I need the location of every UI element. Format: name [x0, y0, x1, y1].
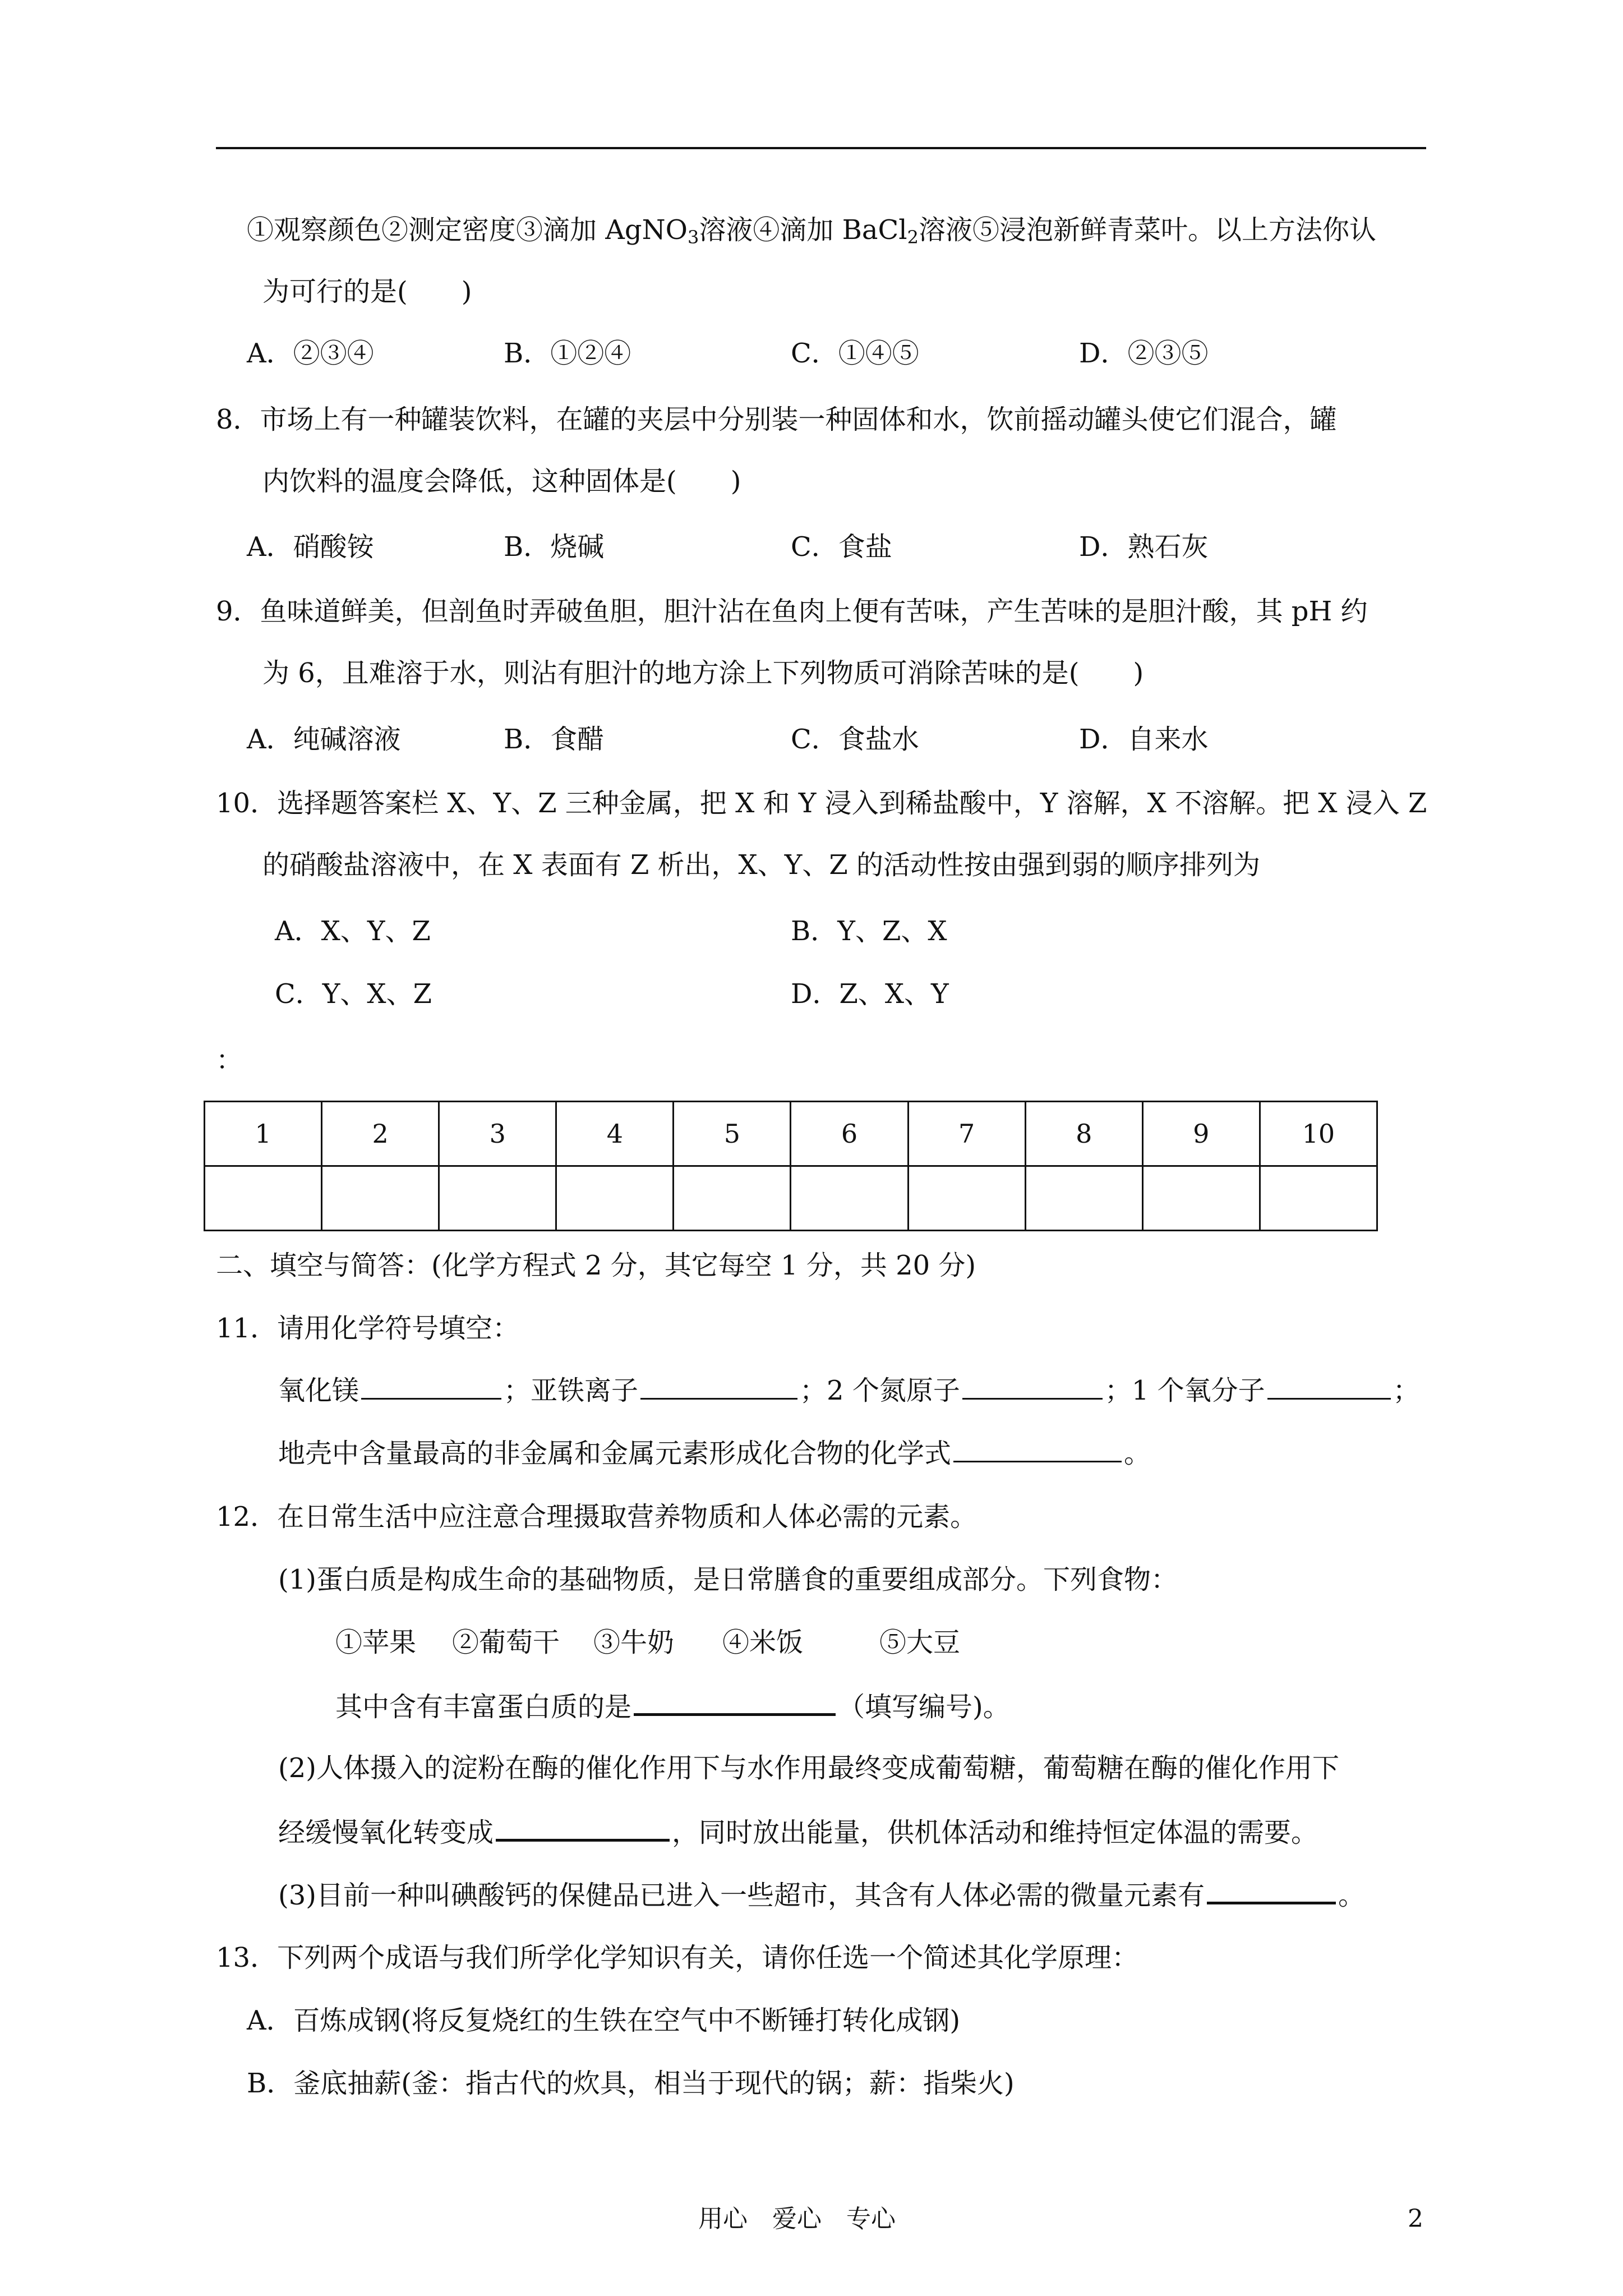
q10-option-b: B．Y、Z、X: [791, 915, 947, 947]
answer-cell[interactable]: [908, 1166, 1025, 1231]
answer-cell[interactable]: [556, 1166, 674, 1231]
q7-sub-3: 3: [688, 227, 699, 248]
answer-header-6: 6: [791, 1102, 908, 1166]
q10-option-d: D．Z、X、Y: [791, 978, 949, 1010]
q11-blank-1[interactable]: [361, 1373, 501, 1400]
answer-table-answer-row: [205, 1166, 1377, 1231]
q8-option-b: B．烧碱: [504, 531, 605, 563]
answer-header-3: 3: [439, 1102, 556, 1166]
q12-part3-end: 。: [1338, 1880, 1366, 1911]
header-rule: [216, 147, 1426, 149]
q9-line2: 为 6，且难溶于水，则沾有胆汁的地方涂上下列物质可消除苦味的是( ): [262, 657, 1144, 689]
q11-label-magnesium-oxide: 氧化镁: [278, 1375, 359, 1406]
answer-cell[interactable]: [1260, 1166, 1377, 1231]
q11-line1: [278, 1373, 1420, 1407]
q12-part3: [278, 1877, 1365, 1912]
q13-option-b: B．釜底抽薪(釜：指古代的炊具，相当于现代的锅；薪：指柴火): [247, 2068, 1015, 2099]
q11-label-nitrogen-atoms: ；2 个氮原子: [800, 1375, 960, 1406]
q12-part1-question: 其中含有丰富蛋白质的是: [335, 1691, 632, 1723]
q12-part1-answer-line: [335, 1688, 1010, 1724]
q9-option-b: B．食醋: [504, 724, 605, 755]
q12-food-1: ①苹果: [335, 1627, 417, 1658]
q11-blank-5[interactable]: [953, 1436, 1122, 1462]
section-2-title: 二、填空与简答：(化学方程式 2 分，其它每空 1 分，共 20 分): [216, 1250, 976, 1281]
q9-option-a: A．纯碱溶液: [247, 724, 401, 755]
q12-part2-line1: (2)人体摄入的淀粉在酶的催化作用下与水作用最终变成葡萄糖，葡萄糖在酶的催化作用下: [278, 1752, 1339, 1784]
answer-table-header-row: [205, 1102, 1377, 1166]
answer-cell[interactable]: [1025, 1166, 1142, 1231]
q12-blank-protein[interactable]: [634, 1688, 836, 1716]
q7-option-d: D．②③⑤: [1079, 338, 1209, 369]
q7-option-a: A．②③④: [247, 338, 374, 369]
footer-motto: 用心 爱心 专心: [698, 2205, 896, 2233]
q12-blank-glucose-product[interactable]: [496, 1814, 670, 1842]
q11-blank-2[interactable]: [640, 1373, 797, 1400]
q8-line2: 内饮料的温度会降低，这种固体是( ): [262, 466, 741, 497]
q10-option-c: C．Y、X、Z: [275, 978, 432, 1010]
q10-option-a: A．X、Y、Z: [275, 915, 431, 947]
q12-part1: (1)蛋白质是构成生命的基础物质，是日常膳食的重要组成部分。下列食物：: [278, 1564, 1178, 1595]
q7-line2: 为可行的是( ): [262, 276, 472, 307]
answer-cell[interactable]: [205, 1166, 322, 1231]
q7-option-c: C．①④⑤: [791, 338, 919, 369]
q12-part1-hint: （填写编号)。: [838, 1691, 1010, 1723]
q7-sub-2: 2: [907, 227, 919, 248]
q11-label-crust-compound: 地壳中含量最高的非金属和金属元素形成化合物的化学式: [278, 1438, 952, 1469]
answer-cell[interactable]: [674, 1166, 791, 1231]
page-number: 2: [1408, 2205, 1423, 2233]
answer-header-1: 1: [205, 1102, 322, 1166]
answer-cell[interactable]: [439, 1166, 556, 1231]
answer-cell[interactable]: [1142, 1166, 1260, 1231]
q12-part3-question: (3)目前一种叫碘酸钙的保健品已进入一些超市，其含有人体必需的微量元素有: [278, 1880, 1205, 1911]
q11-line2: [278, 1436, 1151, 1470]
q12-food-2: ②葡萄干: [452, 1627, 560, 1658]
q8-option-d: D．熟石灰: [1079, 531, 1209, 563]
answer-cell[interactable]: [322, 1166, 439, 1231]
q11-title: 11．请用化学符号填空：: [216, 1313, 520, 1344]
q12-food-5: ⑤大豆: [879, 1627, 961, 1658]
q12-blank-trace-element[interactable]: [1207, 1877, 1336, 1904]
q11-label-ferrous-ion: ；亚铁离子: [504, 1375, 639, 1406]
q11-line2-end: 。: [1124, 1438, 1151, 1469]
answer-header-5: 5: [674, 1102, 791, 1166]
q7-line1: [247, 213, 1376, 247]
q12-part2-question: 经缓慢氧化转变成: [278, 1817, 494, 1848]
q12-part2-rest: ，同时放出能量，供机体活动和维持恒定体温的需要。: [672, 1817, 1318, 1848]
q11-line1-end: ；: [1393, 1375, 1420, 1406]
answer-header-4: 4: [556, 1102, 674, 1166]
q7-line1-part-a: ①观察颜色②测定密度③滴加 AgNO: [247, 214, 688, 246]
q10-line1: 10．选择题答案栏 X、Y、Z 三种金属，把 X 和 Y 浸入到稀盐酸中，Y 溶解，X 不溶解。把 X 浸入 Z: [216, 788, 1427, 819]
answer-header-8: 8: [1025, 1102, 1142, 1166]
answer-header-7: 7: [908, 1102, 1025, 1166]
q9-option-d: D．自来水: [1079, 724, 1209, 755]
answer-header-2: 2: [322, 1102, 439, 1166]
q9-option-c: C．食盐水: [791, 724, 919, 755]
q12-part2-line2: [278, 1814, 1318, 1849]
q8-line1: 8．市场上有一种罐装饮料，在罐的夹层中分别装一种固体和水，饮前摇动罐头使它们混合，罐: [216, 404, 1337, 435]
q8-option-c: C．食盐: [791, 531, 892, 563]
q11-blank-3[interactable]: [962, 1373, 1103, 1400]
answer-header-10: 10: [1260, 1102, 1377, 1166]
q7-line1-part-b: 溶液④滴加 BaCl: [699, 214, 907, 246]
answer-header-9: 9: [1142, 1102, 1260, 1166]
q12-food-4: ④米饭: [722, 1627, 804, 1658]
q11-label-oxygen-molecule: ；1 个氧分子: [1104, 1375, 1265, 1406]
table-prefix-colon: ：: [216, 1045, 243, 1076]
q12-title: 12．在日常生活中应注意合理摄取营养物质和人体必需的元素。: [216, 1501, 978, 1533]
q9-line1: 9．鱼味道鲜美，但剖鱼时弄破鱼胆，胆汁沾在鱼肉上便有苦味，产生苦味的是胆汁酸，其 pH 约: [216, 596, 1368, 627]
q12-food-3: ③牛奶: [593, 1627, 675, 1658]
q8-option-a: A．硝酸铵: [247, 531, 374, 563]
q11-blank-4[interactable]: [1267, 1373, 1391, 1400]
answer-table: [204, 1101, 1378, 1231]
q7-option-b: B．①②④: [504, 338, 631, 369]
q7-line1-part-c: 溶液⑤浸泡新鲜青菜叶。以上方法你认: [918, 214, 1376, 246]
q13-title: 13．下列两个成语与我们所学化学知识有关，请你任选一个简述其化学原理：: [216, 1942, 1139, 1973]
q13-option-a: A．百炼成钢(将反复烧红的生铁在空气中不断锤打转化成钢): [247, 2005, 961, 2036]
answer-cell[interactable]: [791, 1166, 908, 1231]
q10-line2: 的硝酸盐溶液中，在 X 表面有 Z 析出，X、Y、Z 的活动性按由强到弱的顺序排列为: [262, 849, 1261, 881]
